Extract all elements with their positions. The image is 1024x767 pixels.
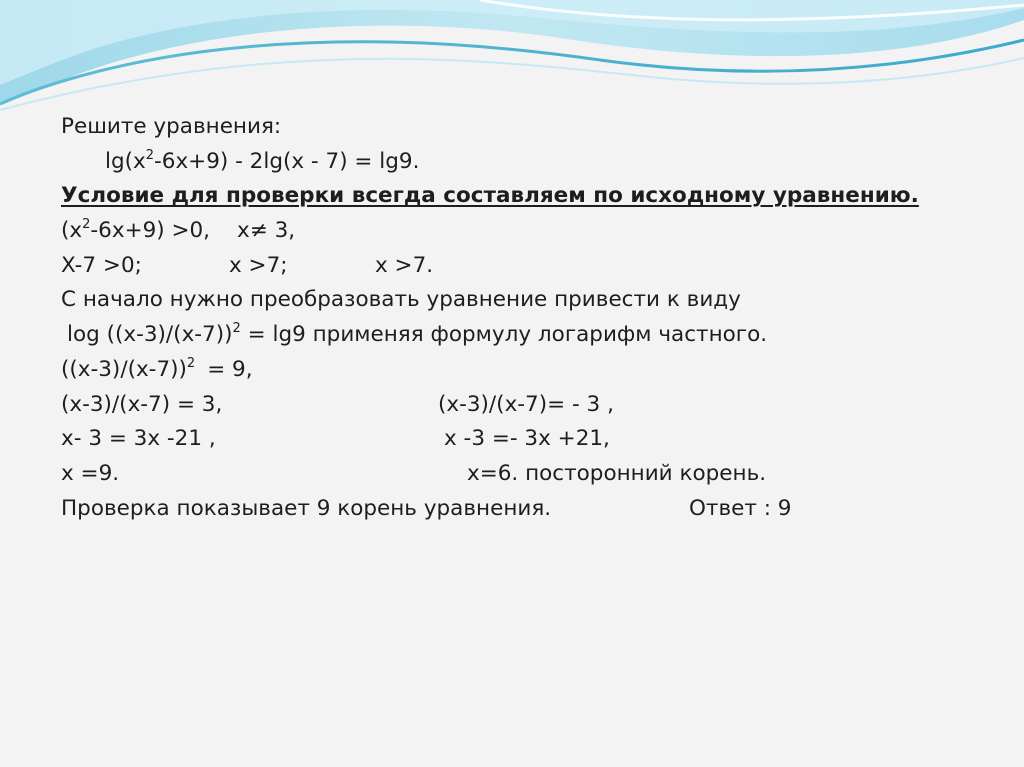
linear-positive: x- 3 = 3x -21 , xyxy=(61,426,216,452)
roots-line xyxy=(61,457,961,492)
condition-1: $(x^2-6x+9) >0$, xyxy=(61,217,211,244)
task-heading: Решите уравнения: xyxy=(61,114,282,139)
transform-intro: С начало нужно преобразовать уравнение привести к виду xyxy=(61,287,741,313)
squared-line xyxy=(61,353,961,388)
log-form-line xyxy=(61,318,961,353)
condition-line-1 xyxy=(61,214,961,249)
intro-line xyxy=(61,283,961,318)
condition-2-c: x >7. xyxy=(375,252,434,278)
check-rule: Условие для проверки всегда составляем по исходному уравнению. xyxy=(61,183,919,209)
answer: Ответ : 9 xyxy=(689,495,792,521)
cases-line xyxy=(61,388,961,423)
equation: $\lg(x^2-6x+9) - 2\lg(x - 7) = \lg 9$. xyxy=(105,147,420,174)
condition-line-2 xyxy=(61,249,961,284)
task-heading-line xyxy=(61,110,961,145)
condition-2-b: x >7; xyxy=(229,252,288,278)
log-form: $\log ((x-3)/(x-7))^2 = \lg 9$ применяя формулу логарифм частного. xyxy=(67,321,768,348)
equation-line xyxy=(61,145,961,180)
squared-equation: $((x-3)/(x-7))^2 = 9$, xyxy=(61,355,253,382)
root-extraneous: x=6. посторонний корень. xyxy=(467,460,767,486)
condition-1-right: x≠ 3, xyxy=(237,218,296,244)
slide-content xyxy=(61,110,961,526)
condition-2-a: X-7 >0; xyxy=(61,252,142,278)
conclusion-line xyxy=(61,492,961,527)
linear-negative: x -3 =- 3x +21, xyxy=(444,426,610,452)
case-positive: (x-3)/(x-7) = 3, xyxy=(61,391,223,417)
case-negative: (x-3)/(x-7)= - 3 , xyxy=(438,391,614,417)
rule-line xyxy=(61,179,961,214)
decorative-wave-banner xyxy=(0,0,1024,120)
conclusion: Проверка показывает 9 корень уравнения. xyxy=(61,495,552,521)
linear-line xyxy=(61,422,961,457)
root-valid: x =9. xyxy=(61,460,120,486)
